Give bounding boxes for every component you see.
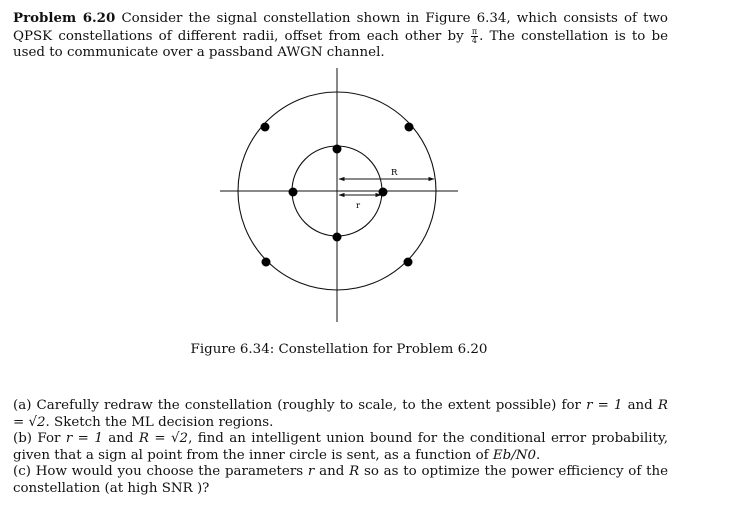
question-c-text-end: so as to optimize the power efficiency of the constellation (at high SNR )? [13,464,669,496]
problem-intro-text: Consider the signal constellation shown in Figure 6.34, which consists of two QPSK constellations of different radii, offset from each other by [13,11,668,44]
question-a-text-end: . Sketch the ML decision regions. [45,414,274,430]
question-c [13,464,668,497]
outer-point-top-right [405,123,414,132]
figure-caption: Figure 6.34: Constellation for Problem 6.20 [190,342,488,357]
question-c-text: (c) How would you choose the parameters [13,464,304,480]
offset-denominator: 4 [471,35,477,45]
outer-point-bottom-right [404,258,413,267]
inner-radius-label: r [356,201,361,211]
outer-radius-label: R [391,168,398,178]
outer-point-top-left [261,123,270,132]
question-c-and: and [319,464,345,480]
problem-questions [13,398,668,498]
inner-point-right [379,188,388,197]
question-a-and: and [627,398,653,413]
question-b-R-value: R = √2 [138,431,189,447]
question-a-text: (a) Carefully redraw the constellation (roughly to scale, to the extent possible) for [13,398,581,413]
offset-numerator: π [471,26,478,36]
outer-point-bottom-left [262,258,271,267]
question-a-r-value: r = 1 [586,398,623,413]
inner-point-bottom [333,233,342,242]
question-b-text: (b) For [13,431,61,447]
problem-intro-text-end: . The constellation is to be used to communicate over a passband AWGN channel. [13,28,668,61]
inner-point-left [289,188,298,197]
question-c-r: r [307,464,315,480]
question-b [13,431,668,464]
question-a [13,398,668,431]
question-b-text-end: . [536,447,541,463]
question-b-text-mid: , find an intelligent union bound for the conditional error probability, given that a sign al point from the inner circle is sent, as a function of [13,431,669,463]
question-b-and: and [108,431,134,447]
inner-point-top [333,145,342,154]
question-b-ebno: Eb/N0 [492,447,536,463]
question-c-R: R [349,464,360,480]
question-b-r-value: r = 1 [65,431,103,447]
question-a-R-value: R = √2 [13,398,668,430]
problem-label: Problem 6.20 [13,10,116,26]
